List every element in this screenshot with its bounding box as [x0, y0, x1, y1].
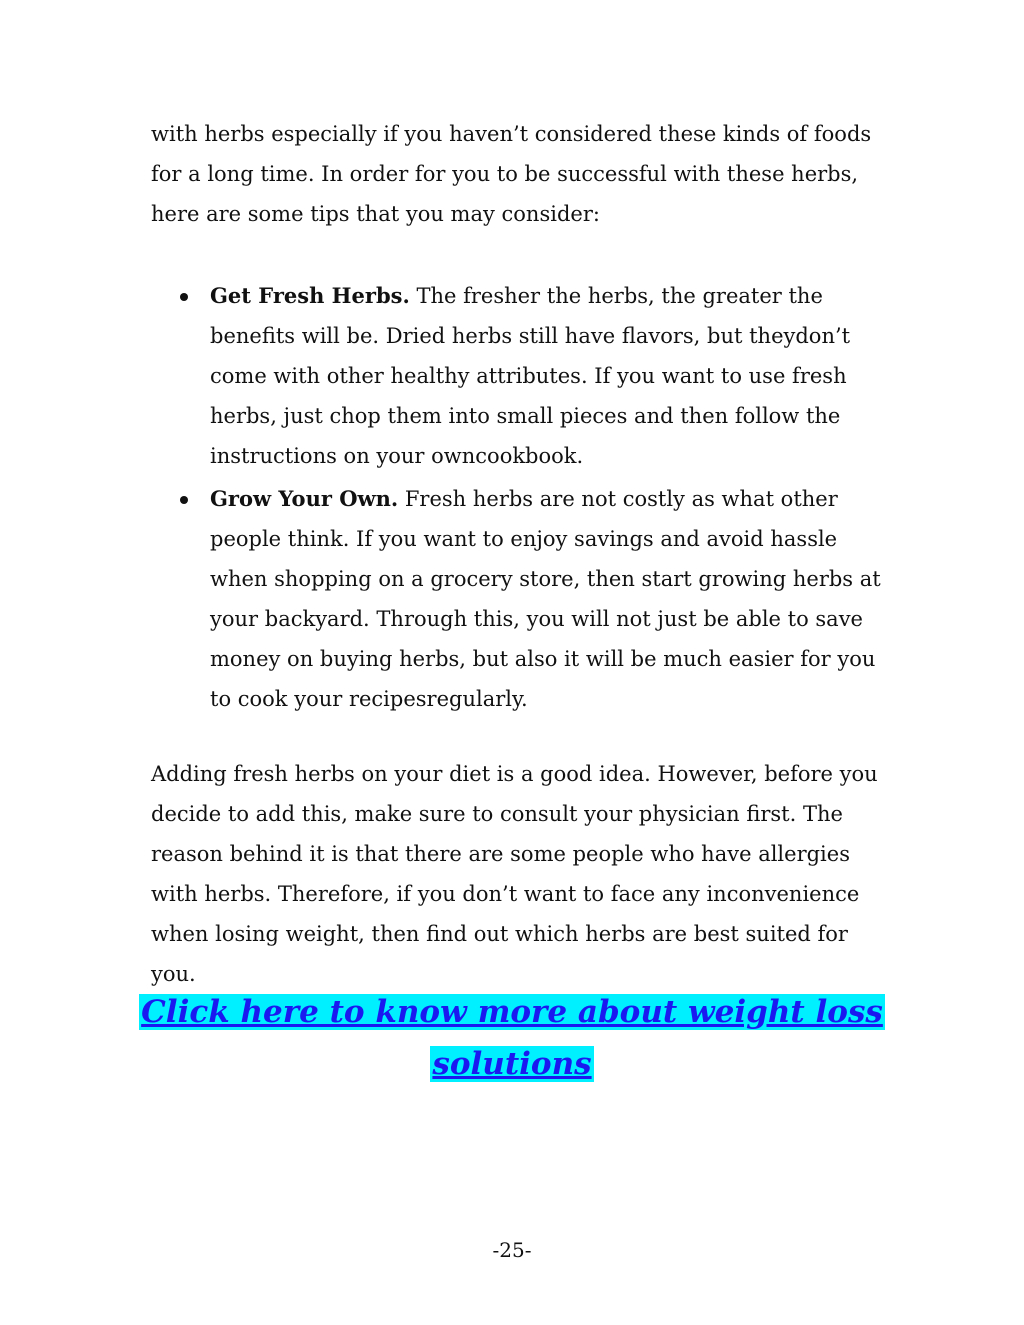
tip-title: Get Fresh Herbs.	[210, 283, 410, 308]
weight-loss-link-line2[interactable]: solutions	[432, 1046, 592, 1082]
tip-title: Grow Your Own.	[210, 486, 399, 511]
weight-loss-link-line1[interactable]: Click here to know more about weight loss	[141, 994, 883, 1030]
page-number: -25-	[492, 1238, 532, 1262]
tips-list	[151, 276, 891, 722]
bullet-icon	[180, 496, 188, 504]
cta-block	[100, 986, 924, 1090]
bullet-icon	[180, 293, 188, 301]
list-item	[151, 276, 891, 476]
intro-paragraph: with herbs especially if you haven’t considered these kinds of foods for a long time. In order for you to be successful with these herbs, here are some tips that you may consider:	[151, 122, 872, 226]
closing-paragraph: Adding fresh herbs on your diet is a good idea. However, before you decide to add this, make sure to consult your physician first. The reason behind it is that there are some people who have allergies with herbs. Therefore, if you don’t want to face any inconvenience when losing weight, then find out which herbs are best suited for you.	[151, 762, 878, 986]
tip-text: The fresher the herbs, the greater the benefits will be. Dried herbs still have flavors, but theydon’t come with other healthy attributes. If you want to use fresh herbs, just chop them into small pieces and then follow the instructions on your owncookbook.	[210, 284, 851, 468]
tip-text: Fresh herbs are not costly as what other people think. If you want to enjoy savings and avoid hassle when shopping on a grocery store, then start growing herbs at your backyard. Through this, you will not just be able to save money on buying herbs, but also it will be much easier for you to cook your recipesregularly.	[210, 487, 881, 711]
list-item	[151, 479, 891, 719]
